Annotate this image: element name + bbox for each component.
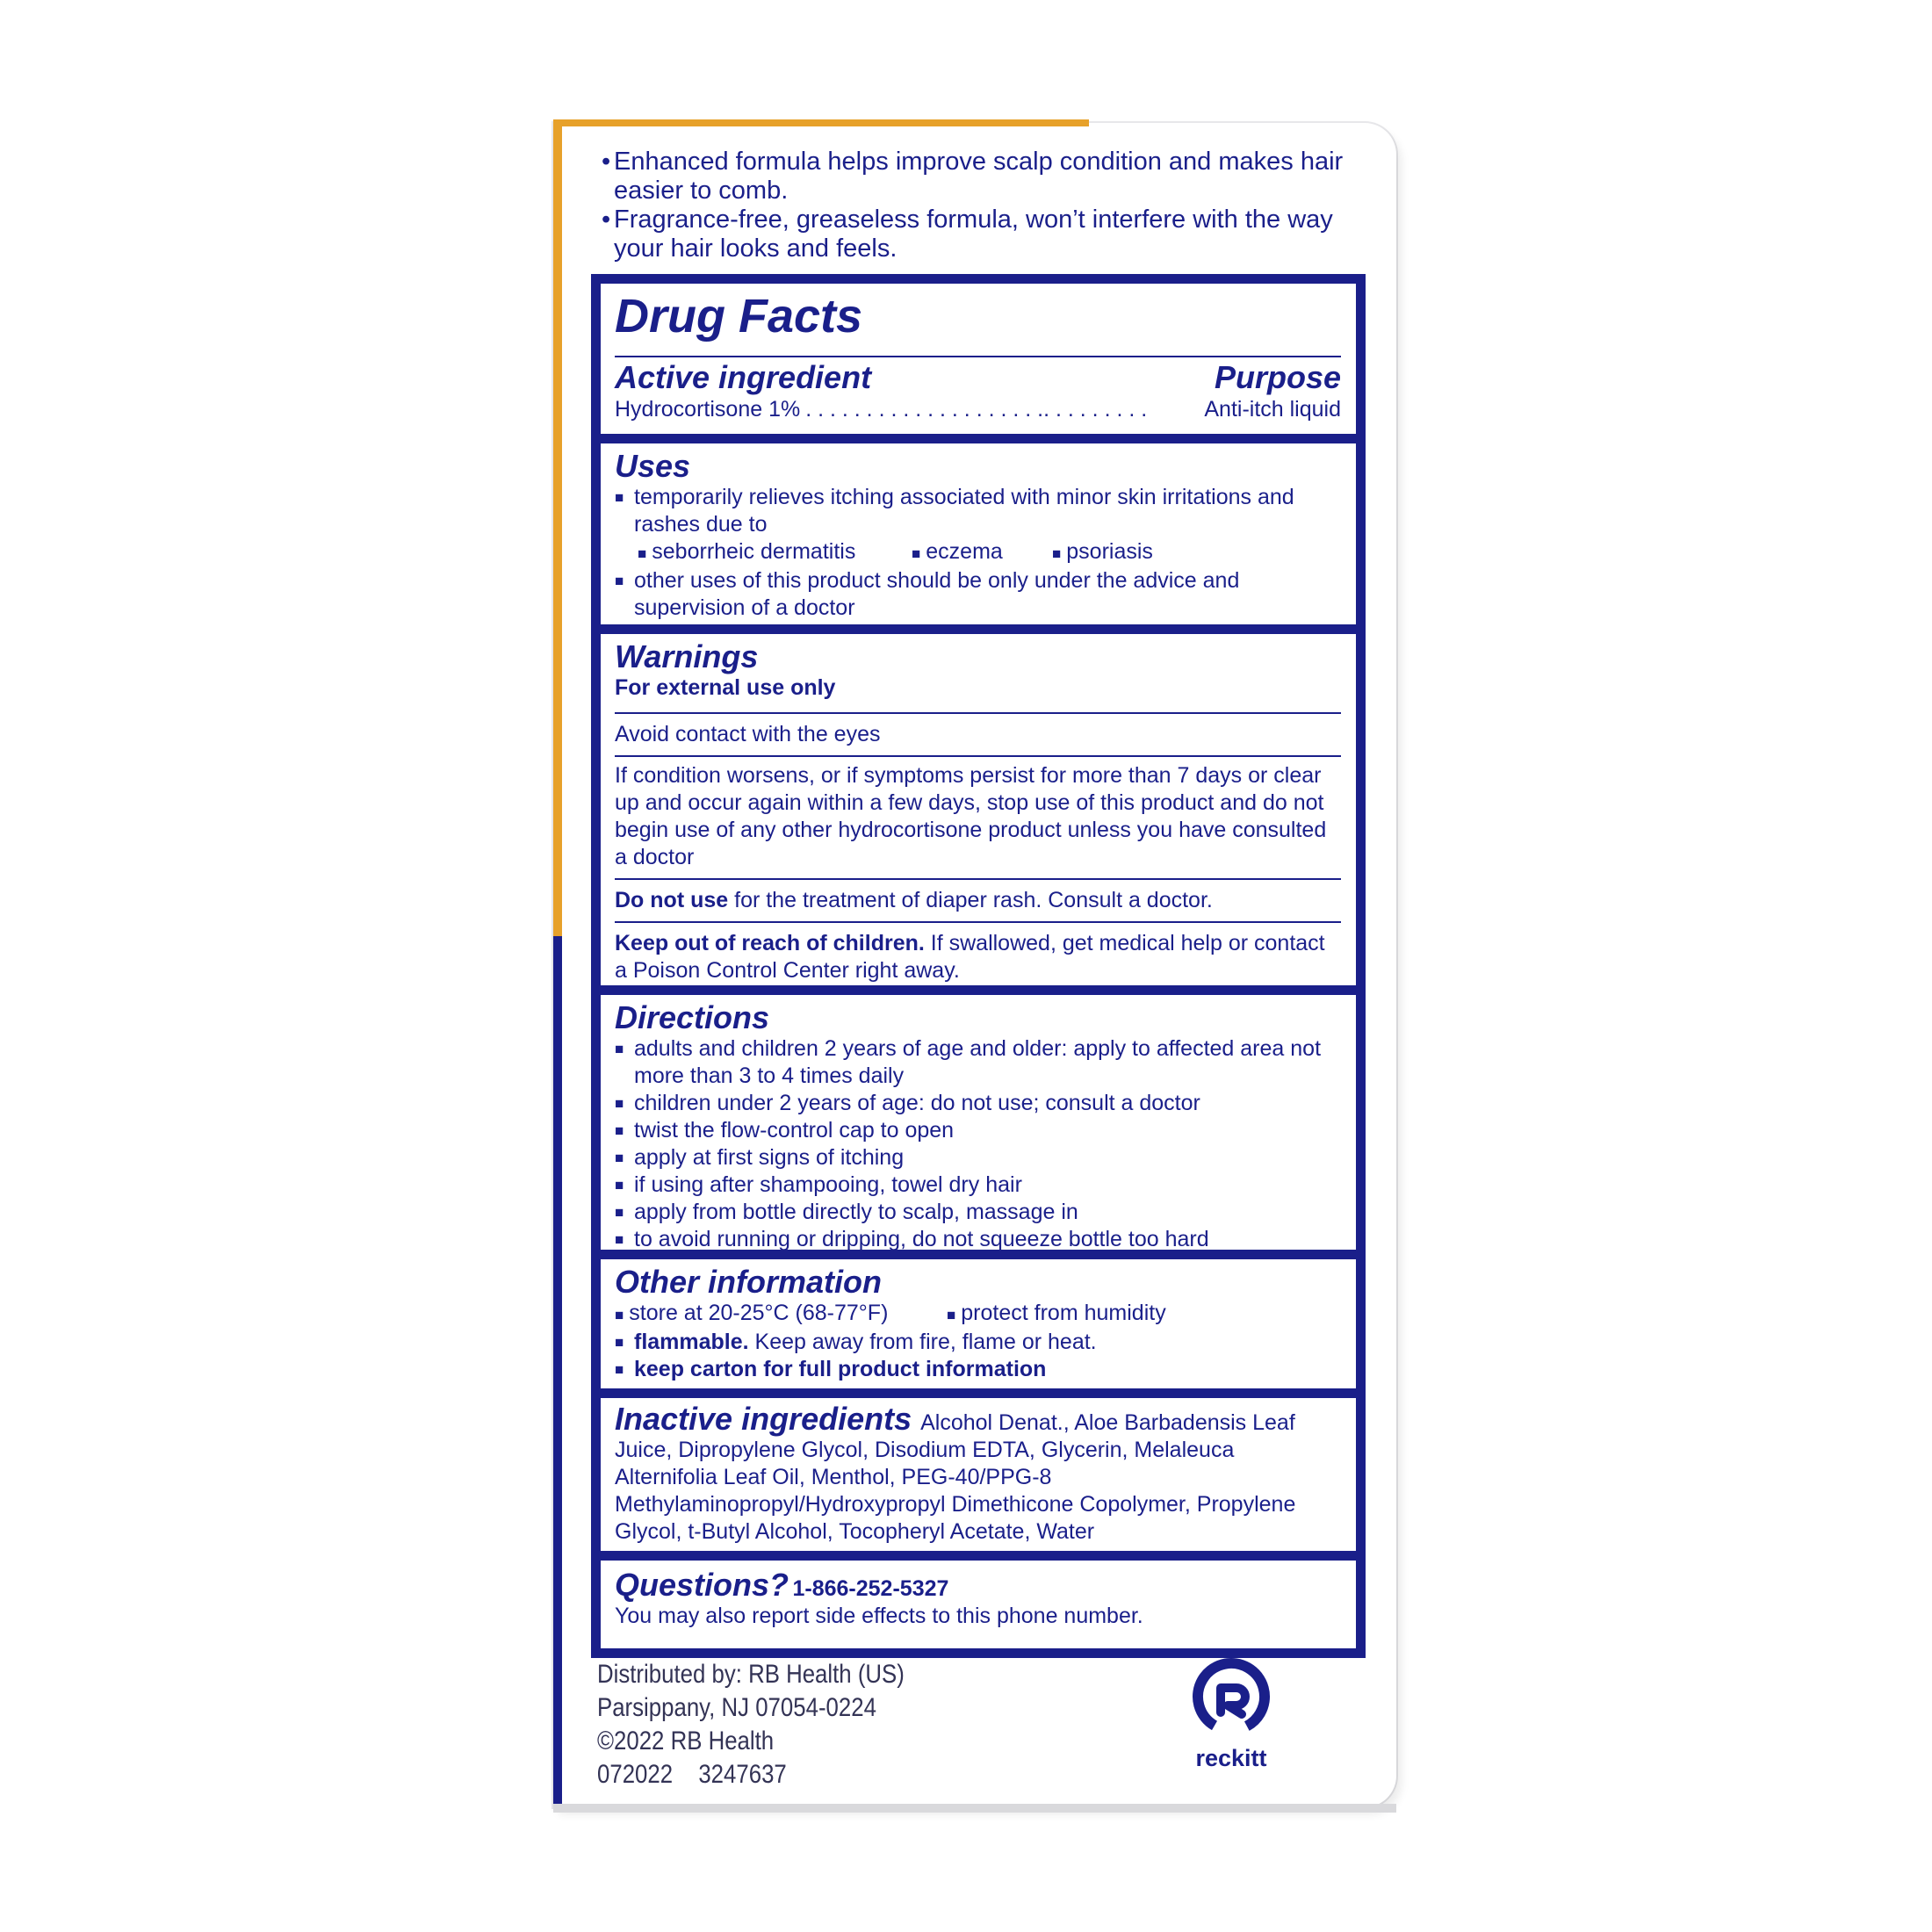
drug-facts-panel bbox=[591, 274, 1366, 1658]
uses-heading: Uses bbox=[615, 448, 691, 484]
distributor-line: Distributed by: RB Health (US) bbox=[597, 1660, 905, 1689]
package-blue-edge bbox=[553, 936, 562, 1813]
bullet-square-icon bbox=[615, 1035, 634, 1090]
drug-facts-header-section bbox=[601, 284, 1356, 434]
questions-heading: Questions? bbox=[615, 1567, 789, 1603]
condition-warning-text: If condition worsens, or if symptoms persist for more than 7 days or clear up and occur again within a few days, stop use of this product and do not begin use of any other hydrocortisone product unless you have consulted a doctor bbox=[615, 763, 1327, 869]
questions-note: You may also report side effects to this phone number. bbox=[615, 1604, 1143, 1628]
list-item: ■ apply at first signs of itching bbox=[615, 1144, 1341, 1171]
list-item: ■ twist the flow-control cap to open bbox=[615, 1117, 1341, 1144]
product-claims bbox=[602, 148, 1357, 263]
bullet-square-icon bbox=[615, 1356, 634, 1383]
reckitt-wordmark: reckitt bbox=[1195, 1745, 1267, 1771]
copyright: ©2022 RB Health bbox=[597, 1727, 775, 1755]
package-orange-edge-top bbox=[553, 119, 1089, 126]
distributor-info bbox=[597, 1658, 905, 1791]
list-item: ■ other uses of this product should be only under the advice and supervision of a doctor bbox=[615, 567, 1341, 622]
bullet-square-icon bbox=[615, 484, 634, 538]
list-item: ■ seborrheic dermatitis bbox=[638, 538, 912, 567]
bullet-square-icon bbox=[615, 1171, 634, 1199]
warnings-heading: Warnings bbox=[615, 638, 759, 674]
bullet-square-icon bbox=[615, 1329, 634, 1356]
bullet-square-icon bbox=[1052, 539, 1066, 564]
phone-number: 1-866-252-5327 bbox=[792, 1576, 949, 1601]
warnings-section bbox=[601, 634, 1356, 985]
questions-section bbox=[601, 1561, 1356, 1648]
list-item: ■ apply from bottle directly to scalp, massage in bbox=[615, 1199, 1341, 1226]
package-bottom-edge bbox=[553, 1804, 1396, 1813]
bullet-square-icon bbox=[615, 1090, 634, 1117]
drug-facts-title: Drug Facts bbox=[615, 290, 863, 342]
bullet-square-icon bbox=[615, 1144, 634, 1171]
distributor-address: Parsippany, NJ 07054-0224 bbox=[597, 1693, 876, 1722]
list-item: ■ keep carton for full product information bbox=[615, 1356, 1341, 1383]
purpose-heading: Purpose bbox=[1214, 359, 1341, 395]
inactive-ingredients-heading: Inactive ingredients bbox=[615, 1401, 912, 1437]
list-item: ■ to avoid running or dripping, do not squeeze bottle too hard bbox=[615, 1226, 1341, 1253]
product-codes: 072022 3247637 bbox=[597, 1760, 787, 1789]
reckitt-r-logo-icon bbox=[1187, 1656, 1275, 1737]
bullet-square-icon bbox=[615, 1226, 634, 1253]
bullet-square-icon bbox=[638, 539, 652, 564]
keep-out-of-reach-text: Keep out of reach of children. If swallowed, get medical help or contact a Poison Control Center right away. bbox=[615, 931, 1325, 983]
do-not-use-text: Do not use for the treatment of diaper rash. Consult a doctor. bbox=[615, 888, 1213, 912]
external-use-text: For external use only bbox=[615, 675, 836, 700]
directions-section bbox=[601, 995, 1356, 1250]
other-information-heading: Other information bbox=[615, 1264, 882, 1300]
list-item: ■ eczema bbox=[912, 538, 1052, 567]
inactive-ingredients-section bbox=[601, 1398, 1356, 1551]
active-ingredient: Hydrocortisone 1% bbox=[615, 397, 801, 422]
list-item: ■ flammable. Keep away from fire, flame or heat. bbox=[615, 1329, 1341, 1356]
dot-leader: . . . . . . . . . . . . . . . . . . . .. . . . . . . . . bbox=[805, 397, 1148, 422]
reckitt-logo bbox=[1179, 1656, 1284, 1772]
package-orange-edge bbox=[553, 119, 562, 936]
bullet-square-icon bbox=[615, 1199, 634, 1226]
list-item: ■ store at 20-25°C (68-77°F) bbox=[615, 1300, 947, 1329]
other-information-section bbox=[601, 1259, 1356, 1388]
list-item: ■ children under 2 years of age: do not use; consult a doctor bbox=[615, 1090, 1341, 1117]
list-item: ■ protect from humidity bbox=[947, 1300, 1166, 1329]
claim-item: • Fragrance-free, greaseless formula, won’t interfere with the way your hair looks and feels. bbox=[602, 205, 1333, 263]
active-ingredient-heading: Active ingredient bbox=[615, 359, 872, 395]
divider bbox=[615, 356, 1341, 357]
list-item: ■ psoriasis bbox=[1052, 538, 1153, 567]
bullet-square-icon bbox=[912, 539, 926, 564]
bullet-square-icon bbox=[947, 1301, 961, 1325]
bullet-square-icon bbox=[615, 1301, 629, 1325]
directions-heading: Directions bbox=[615, 999, 770, 1035]
avoid-eyes-text: Avoid contact with the eyes bbox=[615, 722, 881, 746]
inactive-ingredients-text: Alcohol Denat., Aloe Barbadensis Leaf Juice, Dipropylene Glycol, Disodium EDTA, Glycerin, Melaleuca Alternifolia Leaf Oil, Menthol, PEG-40/PPG-8 Methylaminopropyl/Hydroxypropyl Dimethicone Copolymer, Propylene Glycol, t-Butyl Alcohol, Tocopheryl Acetate, Water bbox=[615, 1410, 1296, 1544]
list-item: ■ if using after shampooing, towel dry hair bbox=[615, 1171, 1341, 1199]
purpose-text: Anti-itch liquid bbox=[1204, 397, 1341, 422]
bullet-square-icon bbox=[615, 1117, 634, 1144]
claim-item: • Enhanced formula helps improve scalp condition and makes hair easier to comb. bbox=[602, 148, 1344, 205]
uses-section bbox=[601, 443, 1356, 624]
list-item: ■ temporarily relieves itching associated with minor skin irritations and rashes due to bbox=[615, 484, 1341, 538]
bullet-square-icon bbox=[615, 567, 634, 622]
list-item: ■ adults and children 2 years of age and older: apply to affected area not more than 3 to 4 times daily bbox=[615, 1035, 1341, 1090]
